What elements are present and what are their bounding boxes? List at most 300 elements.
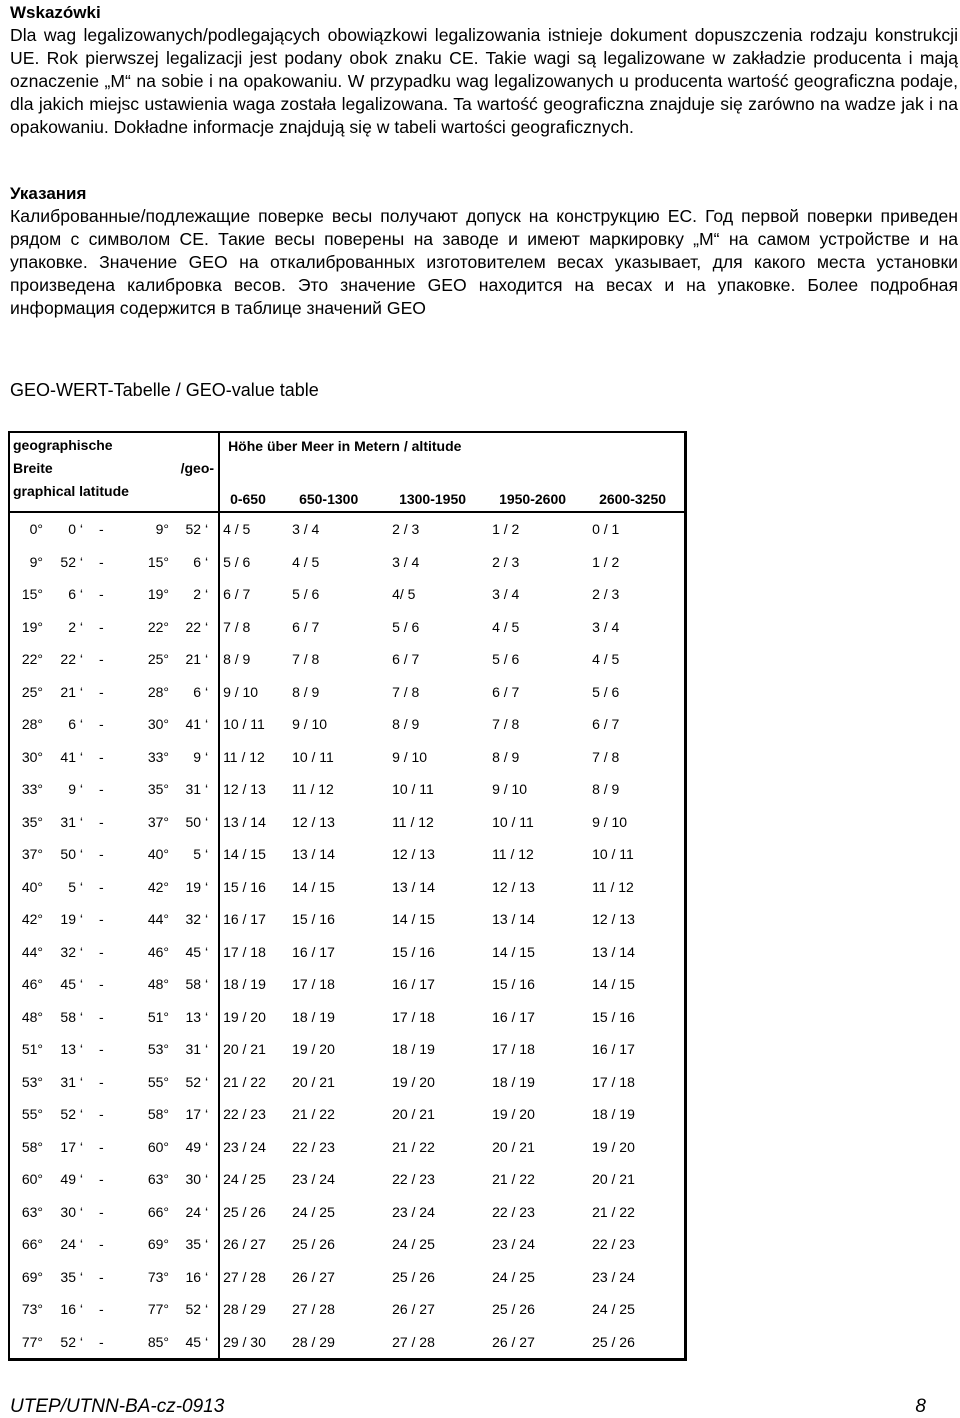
lat-to-minutes: 22 ‘ <box>179 611 219 644</box>
geo-value-cell: 1 / 2 <box>592 553 620 570</box>
lat-from-minutes: 35 ‘ <box>60 1268 83 1285</box>
lat-range-dash: - <box>99 716 104 733</box>
lat-to-degrees: 22° <box>147 618 169 635</box>
lat-to-minutes: 50 ‘ <box>179 806 219 839</box>
geo-value-cell: 10 / 11 <box>492 813 534 830</box>
table-row <box>9 1261 685 1294</box>
lat-range-dash: - <box>99 1171 104 1188</box>
geo-value-cell: 14 / 15 <box>392 911 435 928</box>
lat-from-degrees: 66° <box>21 1236 43 1253</box>
geo-value-cell: 1 / 2 <box>492 521 520 538</box>
geo-value-cell: 17 / 18 <box>492 1041 535 1058</box>
table-row <box>9 643 685 676</box>
lat-to-minutes: 35 ‘ <box>179 1228 219 1261</box>
lat-range-dash: - <box>99 1236 104 1253</box>
geo-value-cell: 24 / 25 <box>492 1268 535 1285</box>
geo-value-cell: 17 / 18 <box>292 976 335 993</box>
lat-from-minutes: 22 ‘ <box>60 651 83 668</box>
lat-range-dash: - <box>99 1073 104 1090</box>
lat-to-degrees: 19° <box>147 586 169 603</box>
lat-to-minutes: 52 ‘ <box>179 512 219 546</box>
lat-range-dash: - <box>99 586 104 603</box>
polish-heading: Wskazówki <box>10 3 101 22</box>
lat-to-minutes: 9 ‘ <box>179 741 219 774</box>
geo-value-cell: 9 / 10 <box>392 748 428 765</box>
geo-value-cell: 16 / 17 <box>592 1041 635 1058</box>
lat-from-minutes: 50 ‘ <box>60 846 83 863</box>
lat-to-degrees: 46° <box>147 943 169 960</box>
lat-from-degrees: 69° <box>21 1268 43 1285</box>
table-row <box>9 708 685 741</box>
geo-value-cell: 12 / 13 <box>492 878 535 895</box>
lat-to-degrees: 85° <box>147 1333 169 1350</box>
table-row <box>9 1131 685 1164</box>
lat-to-minutes: 13 ‘ <box>179 1001 219 1034</box>
geo-value-cell: 14 / 15 <box>592 976 635 993</box>
geo-value-cell: 19 / 20 <box>492 1106 535 1123</box>
table-row <box>9 773 685 806</box>
polish-paragraph: Dla wag legalizowanych/podlegających obowiązkowi legalizowania istnieje dokument dopuszczenia rodzaju konstrukcji UE. Rok pierwszej legalizacji jest podany obok znaku CE. Takie wagi są legalizowane w zakładzie producenta i mają oznaczenie „M“ na sobie i na opakowaniu. W przypadku wag legalizowanych u producenta wartość geograficzna podaje, dla jakich miejsc ustawienia waga została legalizowana. Ta wartość geograficzna znajduje się zarówno na wadze jak i na opakowaniu. Dokładne informacje znajdują się w tabeli wartości geograficznych. <box>10 25 958 137</box>
lat-range-dash: - <box>99 748 104 765</box>
lat-range-dash: - <box>99 1301 104 1318</box>
geo-value-cell: 4 / 5 <box>492 618 520 635</box>
geo-value-cell: 6 / 7 <box>292 618 320 635</box>
lat-from-minutes: 45 ‘ <box>60 976 83 993</box>
geo-value-cell: 26 / 27 <box>223 1236 266 1253</box>
lat-from-degrees: 37° <box>21 846 43 863</box>
table-row <box>9 1066 685 1099</box>
table-row <box>9 838 685 871</box>
lat-to-degrees: 73° <box>147 1268 169 1285</box>
geo-value-cell: 4/ 5 <box>392 586 416 603</box>
geo-value-cell: 26 / 27 <box>392 1301 435 1318</box>
lat-from-minutes: 5 ‘ <box>68 878 83 895</box>
geo-value-cell: 13 / 14 <box>392 878 435 895</box>
lat-range-dash: - <box>99 1138 104 1155</box>
lat-to-minutes: 16 ‘ <box>179 1261 219 1294</box>
russian-heading: Указания <box>10 184 87 203</box>
lat-range-dash: - <box>99 781 104 798</box>
geo-value-cell: 15 / 16 <box>223 878 266 895</box>
geo-value-cell: 22 / 23 <box>392 1171 435 1188</box>
geo-value-cell: 17 / 18 <box>392 1008 435 1025</box>
lat-range-dash: - <box>99 813 104 830</box>
geo-value-cell: 27 / 28 <box>223 1268 266 1285</box>
geo-value-cell: 11 / 12 <box>492 846 534 863</box>
geo-value-cell: 14 / 15 <box>492 943 535 960</box>
geo-value-table <box>8 431 687 1361</box>
geo-value-cell: 5 / 6 <box>592 683 620 700</box>
geo-value-cell: 2 / 3 <box>592 586 620 603</box>
table-row <box>9 936 685 969</box>
lat-to-degrees: 35° <box>147 781 169 798</box>
geo-value-cell: 27 / 28 <box>292 1301 335 1318</box>
geo-value-cell: 25 / 26 <box>492 1301 535 1318</box>
lat-to-degrees: 69° <box>147 1236 169 1253</box>
lat-to-minutes: 45 ‘ <box>179 1326 219 1360</box>
lat-to-minutes: 21 ‘ <box>179 643 219 676</box>
lat-from-minutes: 9 ‘ <box>68 781 83 798</box>
lat-range-dash: - <box>99 618 104 635</box>
lat-from-minutes: 31 ‘ <box>60 1073 83 1090</box>
lat-from-minutes: 0 ‘ <box>68 521 83 538</box>
geo-value-cell: 19 / 20 <box>392 1073 435 1090</box>
geo-value-cell: 8 / 9 <box>392 716 420 733</box>
geo-value-cell: 7 / 8 <box>292 651 320 668</box>
lat-from-degrees: 28° <box>21 716 43 733</box>
lat-from-degrees: 63° <box>21 1203 43 1220</box>
lat-range-dash: - <box>99 553 104 570</box>
lat-to-minutes: 31 ‘ <box>179 773 219 806</box>
geo-value-cell: 29 / 30 <box>223 1333 266 1350</box>
geo-value-cell: 16 / 17 <box>223 911 266 928</box>
lat-from-minutes: 49 ‘ <box>60 1171 83 1188</box>
table-row <box>9 1293 685 1326</box>
lat-from-minutes: 2 ‘ <box>68 618 83 635</box>
geo-value-cell: 25 / 26 <box>223 1203 266 1220</box>
polish-section <box>10 1 958 139</box>
lat-to-degrees: 30° <box>147 716 169 733</box>
geo-value-cell: 8 / 9 <box>223 651 251 668</box>
geo-value-cell: 3 / 4 <box>592 618 620 635</box>
geo-value-cell: 21 / 22 <box>392 1138 435 1155</box>
lat-range-dash: - <box>99 521 104 538</box>
table-row <box>9 1163 685 1196</box>
geo-value-cell: 23 / 24 <box>592 1268 635 1285</box>
geo-value-cell: 28 / 29 <box>223 1301 266 1318</box>
geo-value-cell: 5 / 6 <box>223 553 251 570</box>
altitude-range: 1950-2600 <box>489 474 589 512</box>
geo-value-cell: 0 / 1 <box>592 521 620 538</box>
geo-value-cell: 2 / 3 <box>492 553 520 570</box>
geo-value-cell: 16 / 17 <box>392 976 435 993</box>
geo-value-cell: 24 / 25 <box>223 1171 266 1188</box>
lat-from-minutes: 19 ‘ <box>60 911 83 928</box>
geo-value-cell: 4 / 5 <box>592 651 620 668</box>
geo-value-cell: 5 / 6 <box>292 586 320 603</box>
geo-value-cell: 9 / 10 <box>223 683 259 700</box>
table-row <box>9 1033 685 1066</box>
lat-from-degrees: 30° <box>21 748 43 765</box>
table-row <box>9 676 685 709</box>
lat-from-degrees: 44° <box>21 943 43 960</box>
latitude-header-line2b: /geo- <box>180 460 215 476</box>
lat-from-minutes: 21 ‘ <box>60 683 83 700</box>
lat-from-minutes: 16 ‘ <box>60 1301 83 1318</box>
lat-to-degrees: 58° <box>147 1106 169 1123</box>
lat-to-minutes: 45 ‘ <box>179 936 219 969</box>
lat-range-dash: - <box>99 1268 104 1285</box>
latitude-header-line1: geographische <box>13 437 113 453</box>
geo-value-cell: 2 / 3 <box>392 521 420 538</box>
geo-value-cell: 26 / 27 <box>492 1333 535 1350</box>
geo-value-cell: 21 / 22 <box>592 1203 635 1220</box>
lat-to-minutes: 30 ‘ <box>179 1163 219 1196</box>
geo-value-cell: 15 / 16 <box>592 1008 635 1025</box>
lat-to-degrees: 28° <box>147 683 169 700</box>
lat-to-degrees: 63° <box>147 1171 169 1188</box>
lat-from-minutes: 52 ‘ <box>60 553 83 570</box>
geo-value-cell: 10 / 11 <box>592 846 634 863</box>
geo-value-cell: 3 / 4 <box>492 586 520 603</box>
table-row <box>9 806 685 839</box>
lat-to-degrees: 15° <box>147 553 169 570</box>
lat-range-dash: - <box>99 976 104 993</box>
geo-value-cell: 20 / 21 <box>492 1138 535 1155</box>
lat-to-degrees: 40° <box>147 846 169 863</box>
geo-value-cell: 20 / 21 <box>223 1041 266 1058</box>
geo-value-cell: 20 / 21 <box>292 1073 335 1090</box>
geo-value-cell: 22 / 23 <box>592 1236 635 1253</box>
lat-to-minutes: 58 ‘ <box>179 968 219 1001</box>
lat-from-minutes: 24 ‘ <box>60 1236 83 1253</box>
lat-range-dash: - <box>99 846 104 863</box>
geo-value-cell: 19 / 20 <box>223 1008 266 1025</box>
lat-from-degrees: 51° <box>21 1041 43 1058</box>
geo-value-cell: 21 / 22 <box>492 1171 535 1188</box>
geo-value-cell: 8 / 9 <box>292 683 320 700</box>
altitude-range: 650-1300 <box>289 474 389 512</box>
lat-range-dash: - <box>99 1106 104 1123</box>
geo-value-cell: 27 / 28 <box>392 1333 435 1350</box>
geo-value-cell: 7 / 8 <box>492 716 520 733</box>
lat-to-minutes: 19 ‘ <box>179 871 219 904</box>
geo-value-cell: 19 / 20 <box>292 1041 335 1058</box>
geo-value-cell: 15 / 16 <box>292 911 335 928</box>
lat-from-degrees: 73° <box>21 1301 43 1318</box>
geo-value-cell: 11 / 12 <box>592 878 634 895</box>
lat-from-degrees: 0° <box>29 521 43 538</box>
geo-value-cell: 5 / 6 <box>492 651 520 668</box>
geo-value-cell: 12 / 13 <box>223 781 266 798</box>
lat-to-minutes: 41 ‘ <box>179 708 219 741</box>
lat-from-minutes: 52 ‘ <box>60 1333 83 1350</box>
table-row <box>9 1326 685 1360</box>
geo-value-cell: 10 / 11 <box>292 748 334 765</box>
lat-from-degrees: 42° <box>21 911 43 928</box>
lat-to-minutes: 49 ‘ <box>179 1131 219 1164</box>
lat-to-degrees: 42° <box>147 878 169 895</box>
table-row <box>9 741 685 774</box>
altitude-header: Höhe über Meer in Metern / altitude <box>228 438 462 454</box>
geo-value-cell: 26 / 27 <box>292 1268 335 1285</box>
geo-value-cell: 6 / 7 <box>592 716 620 733</box>
geo-value-cell: 22 / 23 <box>492 1203 535 1220</box>
lat-from-degrees: 33° <box>21 781 43 798</box>
geo-value-cell: 13 / 14 <box>492 911 535 928</box>
geo-value-cell: 5 / 6 <box>392 618 420 635</box>
table-row <box>9 871 685 904</box>
geo-value-cell: 9 / 10 <box>492 781 528 798</box>
table-row <box>9 903 685 936</box>
lat-to-degrees: 66° <box>147 1203 169 1220</box>
geo-value-cell: 11 / 12 <box>392 813 434 830</box>
lat-to-minutes: 2 ‘ <box>179 578 219 611</box>
lat-from-degrees: 48° <box>21 1008 43 1025</box>
geo-value-cell: 28 / 29 <box>292 1333 335 1350</box>
lat-from-minutes: 31 ‘ <box>60 813 83 830</box>
geo-value-cell: 4 / 5 <box>223 521 251 538</box>
lat-range-dash: - <box>99 683 104 700</box>
geo-value-cell: 12 / 13 <box>392 846 435 863</box>
table-row <box>9 1228 685 1261</box>
geo-value-cell: 6 / 7 <box>223 586 251 603</box>
geo-value-cell: 25 / 26 <box>392 1268 435 1285</box>
geo-value-cell: 16 / 17 <box>492 1008 535 1025</box>
lat-range-dash: - <box>99 1041 104 1058</box>
geo-value-cell: 6 / 7 <box>492 683 520 700</box>
geo-value-cell: 9 / 10 <box>292 716 328 733</box>
geo-value-cell: 19 / 20 <box>592 1138 635 1155</box>
geo-value-cell: 18 / 19 <box>223 976 266 993</box>
table-row <box>9 968 685 1001</box>
geo-value-cell: 18 / 19 <box>592 1106 635 1123</box>
table-caption: GEO-WERT-Tabelle / GEO-value table <box>10 380 319 400</box>
geo-value-cell: 8 / 9 <box>492 748 520 765</box>
altitude-range: 2600-3250 <box>589 474 685 512</box>
lat-to-degrees: 33° <box>147 748 169 765</box>
lat-to-degrees: 37° <box>147 813 169 830</box>
lat-to-degrees: 9° <box>155 521 169 538</box>
altitude-range: 1300-1950 <box>389 474 489 512</box>
lat-from-degrees: 58° <box>21 1138 43 1155</box>
lat-from-degrees: 9° <box>29 553 43 570</box>
russian-section <box>10 182 958 320</box>
lat-from-minutes: 30 ‘ <box>60 1203 83 1220</box>
geo-value-cell: 14 / 15 <box>223 846 266 863</box>
lat-to-minutes: 6 ‘ <box>179 546 219 579</box>
table-row <box>9 611 685 644</box>
table-row <box>9 512 685 546</box>
lat-to-degrees: 55° <box>147 1073 169 1090</box>
geo-value-cell: 17 / 18 <box>592 1073 635 1090</box>
geo-value-cell: 13 / 14 <box>223 813 266 830</box>
lat-from-minutes: 58 ‘ <box>60 1008 83 1025</box>
geo-value-cell: 22 / 23 <box>223 1106 266 1123</box>
lat-from-degrees: 35° <box>21 813 43 830</box>
geo-value-cell: 24 / 25 <box>592 1301 635 1318</box>
geo-value-cell: 11 / 12 <box>223 748 265 765</box>
geo-value-cell: 25 / 26 <box>292 1236 335 1253</box>
geo-value-cell: 16 / 17 <box>292 943 335 960</box>
lat-to-degrees: 53° <box>147 1041 169 1058</box>
lat-from-degrees: 46° <box>21 976 43 993</box>
geo-value-cell: 25 / 26 <box>592 1333 635 1350</box>
table-row <box>9 1001 685 1034</box>
geo-value-cell: 14 / 15 <box>292 878 335 895</box>
lat-from-degrees: 53° <box>21 1073 43 1090</box>
geo-value-cell: 21 / 22 <box>223 1073 266 1090</box>
geo-value-cell: 11 / 12 <box>292 781 334 798</box>
geo-value-cell: 18 / 19 <box>292 1008 335 1025</box>
geo-value-cell: 23 / 24 <box>492 1236 535 1253</box>
lat-range-dash: - <box>99 1203 104 1220</box>
latitude-header <box>9 432 219 512</box>
lat-to-degrees: 77° <box>147 1301 169 1318</box>
geo-value-cell: 3 / 4 <box>292 521 320 538</box>
header-row-1 <box>9 432 685 474</box>
lat-range-dash: - <box>99 943 104 960</box>
lat-to-minutes: 6 ‘ <box>179 676 219 709</box>
geo-value-cell: 7 / 8 <box>223 618 251 635</box>
geo-value-cell: 6 / 7 <box>392 651 420 668</box>
lat-to-minutes: 52 ‘ <box>179 1293 219 1326</box>
geo-value-cell: 24 / 25 <box>392 1236 435 1253</box>
geo-value-cell: 23 / 24 <box>292 1171 335 1188</box>
lat-from-degrees: 40° <box>21 878 43 895</box>
table-row <box>9 578 685 611</box>
lat-from-degrees: 25° <box>21 683 43 700</box>
lat-from-minutes: 41 ‘ <box>60 748 83 765</box>
geo-value-cell: 22 / 23 <box>292 1138 335 1155</box>
altitude-range: 0-650 <box>219 474 289 512</box>
geo-value-cell: 20 / 21 <box>392 1106 435 1123</box>
table-row <box>9 1098 685 1131</box>
geo-value-cell: 8 / 9 <box>592 781 620 798</box>
lat-from-degrees: 15° <box>21 586 43 603</box>
geo-value-cell: 15 / 16 <box>392 943 435 960</box>
lat-to-minutes: 5 ‘ <box>179 838 219 871</box>
lat-range-dash: - <box>99 1008 104 1025</box>
geo-value-cell: 10 / 11 <box>223 716 265 733</box>
geo-value-cell: 7 / 8 <box>592 748 620 765</box>
geo-value-cell: 9 / 10 <box>592 813 628 830</box>
table-row <box>9 546 685 579</box>
lat-range-dash: - <box>99 1333 104 1350</box>
russian-paragraph: Калиброванные/подлежащие поверке весы получают допуск на конструкцию ЕС. Год первой поверки приведен рядом с символом СЕ. Такие весы поверены на заводе и имеют маркировку „M“ на самом устройстве и на упаковке. Значение GEO на откалиброванных изготовителем весах указывает, для какого места установки произведена калибровка весов. Это значение GEO находится на весах и на упаковке. Более подробная информация содержится в таблице значений GEO <box>10 206 958 318</box>
lat-from-degrees: 22° <box>21 651 43 668</box>
lat-to-degrees: 25° <box>147 651 169 668</box>
lat-to-minutes: 17 ‘ <box>179 1098 219 1131</box>
lat-to-degrees: 60° <box>147 1138 169 1155</box>
geo-value-cell: 10 / 11 <box>392 781 434 798</box>
lat-to-minutes: 32 ‘ <box>179 903 219 936</box>
lat-from-minutes: 13 ‘ <box>60 1041 83 1058</box>
lat-to-minutes: 24 ‘ <box>179 1196 219 1229</box>
geo-value-cell: 12 / 13 <box>292 813 335 830</box>
lat-to-minutes: 31 ‘ <box>179 1033 219 1066</box>
geo-value-cell: 13 / 14 <box>592 943 635 960</box>
geo-value-cell: 23 / 24 <box>223 1138 266 1155</box>
lat-from-minutes: 52 ‘ <box>60 1106 83 1123</box>
lat-from-degrees: 55° <box>21 1106 43 1123</box>
geo-value-cell: 24 / 25 <box>292 1203 335 1220</box>
table-row <box>9 1196 685 1229</box>
geo-value-cell: 18 / 19 <box>492 1073 535 1090</box>
footer-doc-id: UTEP/UTNN-BA-cz-0913 <box>10 1396 225 1417</box>
geo-value-cell: 21 / 22 <box>292 1106 335 1123</box>
geo-value-cell: 17 / 18 <box>223 943 266 960</box>
lat-to-degrees: 51° <box>147 1008 169 1025</box>
geo-value-cell: 12 / 13 <box>592 911 635 928</box>
geo-value-cell: 23 / 24 <box>392 1203 435 1220</box>
footer-page-number: 8 <box>915 1396 926 1417</box>
lat-range-dash: - <box>99 878 104 895</box>
latitude-header-line3: graphical latitude <box>13 483 129 499</box>
lat-from-minutes: 6 ‘ <box>68 586 83 603</box>
geo-value-cell: 4 / 5 <box>292 553 320 570</box>
lat-from-degrees: 60° <box>21 1171 43 1188</box>
lat-from-degrees: 77° <box>21 1333 43 1350</box>
lat-from-minutes: 6 ‘ <box>68 716 83 733</box>
geo-value-cell: 18 / 19 <box>392 1041 435 1058</box>
latitude-header-line2a: Breite <box>13 460 53 476</box>
geo-value-cell: 20 / 21 <box>592 1171 635 1188</box>
lat-range-dash: - <box>99 651 104 668</box>
geo-value-cell: 15 / 16 <box>492 976 535 993</box>
lat-to-degrees: 48° <box>147 976 169 993</box>
lat-from-degrees: 19° <box>21 618 43 635</box>
